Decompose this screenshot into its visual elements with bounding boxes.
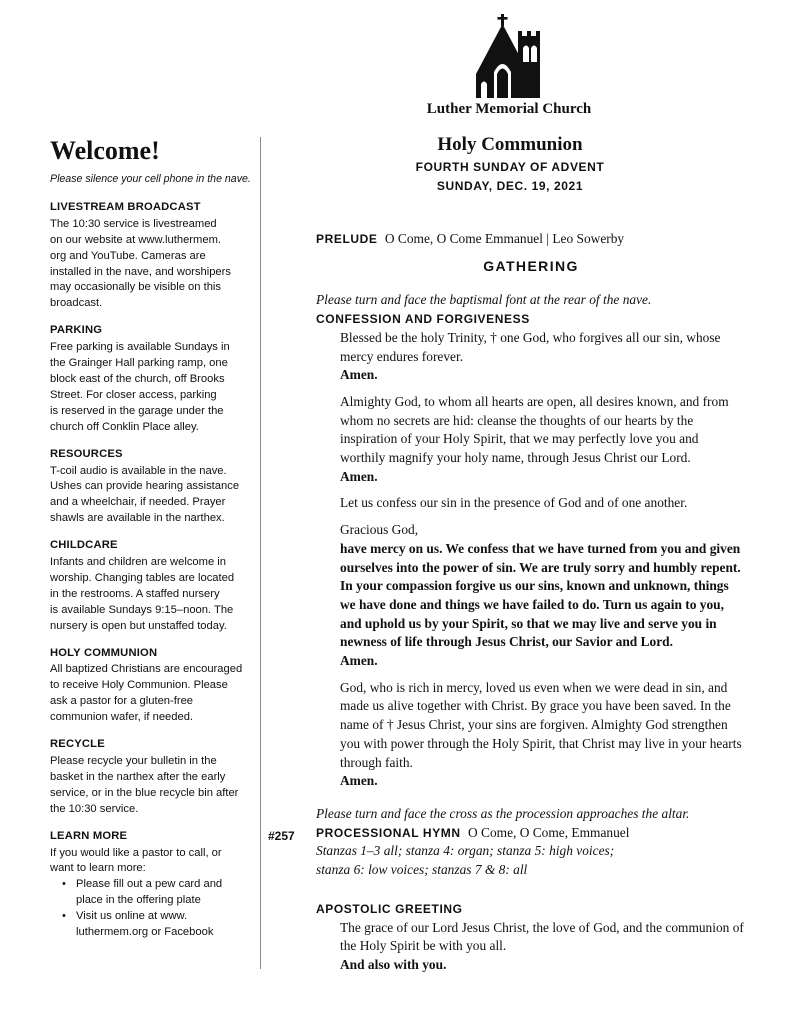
rubric-cross: Please turn and face the cross as the procession approaches the altar. — [316, 805, 690, 821]
service-order — [316, 230, 746, 975]
greeting-text: The grace of our Lord Jesus Christ, the love of God, and the communion of the Holy Spirit be with you all. — [340, 919, 744, 954]
section-body: The 10:30 service is livestreamed on our website at www.luthermem. org and YouTube. Cameras are installed in the nave, and worshipers may occasionally be visible on this broadcast. — [50, 217, 231, 310]
amen-response: Amen. — [340, 367, 378, 383]
hymn-number: #257 — [268, 829, 295, 843]
section-title: RECYCLE — [50, 738, 105, 751]
hymn-stanzas: stanza 6: low voices; stanzas 7 & 8: all — [316, 862, 528, 878]
section-body: Infants and children are welcome in worship. Changing tables are located in the restrooms. A staffed nursery is available Sundays 9:15–noon. The nursery is open but unstaffed today. — [50, 556, 235, 632]
list-item: • Visit us online at www. luthermem.org or Facebook — [62, 909, 255, 941]
hymn-label: PROCESSIONAL HYMN — [316, 825, 461, 840]
prayer-text: Almighty God, to whom all hearts are open, all desires known, and from whom no secrets are hid: cleanse the thoughts of our hearts by the inspiration of your Holy Spirit, that we may perfectly love you and worthily magnify your holy name, through Jesus Christ our Lord. — [340, 393, 729, 466]
prelude-label: PRELUDE — [316, 232, 378, 246]
section-body: Free parking is available Sundays in the Grainger Hall parking ramp, one block east of the church, off Brooks Street. For closer access, parking is reserved in the garage under the church off Conklin Place alley. — [50, 341, 230, 433]
section-body: Please recycle your bulletin in the basket in the narthex after the early service, or in the blue recycle bin after the 10:30 service. — [50, 755, 239, 815]
section-title: LEARN MORE — [50, 829, 128, 842]
prelude-text: O Come, O Come Emmanuel | Leo Sowerby — [384, 231, 625, 246]
rubric-font: Please turn and face the baptismal font at the rear of the nave. — [316, 292, 652, 308]
learn-more-list — [50, 877, 255, 941]
occasion-subtitle: FOURTH SUNDAY OF ADVENT — [415, 160, 605, 174]
prelude — [316, 230, 746, 249]
page-title: Holy Communion — [437, 134, 583, 155]
amen-response: Amen. — [340, 468, 378, 484]
confession-text: have mercy on us. We confess that we have turned from you and given ourselves into the power of sin. We are truly sorry and humbly repent. In your compassion forgive us our sins, known and unknown, things we have done and things we have failed to do. Turn us again to you, and uphold us by your Spirit, so that we may live and serve you in newness of life through Jesus Christ, our Savior and Lord. — [340, 540, 741, 650]
section-title: LIVESTREAM BROADCAST — [50, 200, 201, 213]
church-logo — [472, 14, 542, 98]
section-learn-more — [50, 829, 255, 941]
list-item: • Please fill out a pew card and place in the offering plate — [62, 877, 255, 909]
absolution-text: God, who is rich in mercy, loved us even when we were dead in sin, and made us alive together with Christ. By grace you have been saved. In the name of † Jesus Christ, your sins are forgiven. Almighty God strengthen you with power through the Holy Spirit, that Christ may live in your hearts through faith. — [340, 679, 742, 770]
column-divider — [260, 137, 261, 969]
section-livestream — [50, 200, 255, 312]
welcome-title: Welcome! — [50, 136, 160, 165]
section-body: All baptized Christians are encouraged to receive Holy Communion. Please ask a pastor for a gluten-free communion wafer, if needed. — [50, 663, 243, 724]
section-parking — [50, 323, 255, 435]
section-recycle — [50, 737, 255, 818]
section-title: RESOURCES — [50, 447, 123, 460]
blessing-text: Blessed be the holy Trinity, † one God, who forgives all our sin, whose mercy endures forever. — [340, 329, 721, 364]
silence-note: Please silence your cell phone in the nave. — [50, 173, 251, 185]
church-name: Luther Memorial Church — [426, 101, 592, 117]
amen-response: Amen. — [340, 773, 378, 789]
section-childcare — [50, 538, 255, 634]
section-title: CHILDCARE — [50, 539, 118, 552]
section-resources — [50, 447, 255, 528]
hymn-title: O Come, O Come, Emmanuel — [468, 824, 630, 840]
section-holy-communion — [50, 646, 255, 727]
greeting-label: APOSTOLIC GREETING — [316, 901, 463, 916]
section-title: HOLY COMMUNION — [50, 646, 158, 659]
gathering-heading: GATHERING — [483, 257, 579, 274]
section-body: If you would like a pastor to call, or want to learn more: — [50, 846, 222, 875]
confession-intro: Gracious God, — [340, 522, 419, 538]
service-date: SUNDAY, DEC. 19, 2021 — [436, 179, 584, 193]
processional-hymn — [316, 824, 746, 843]
invitation-text: Let us confess our sin in the presence of God and of one another. — [340, 495, 688, 511]
section-title: PARKING — [50, 324, 103, 337]
confession-label: CONFESSION AND FORGIVENESS — [316, 312, 530, 327]
welcome-sidebar — [50, 136, 255, 941]
hymn-stanzas: Stanzas 1–3 all; stanza 4: organ; stanza 5: high voices; — [316, 843, 615, 859]
greeting-response: And also with you. — [340, 956, 447, 972]
amen-response: Amen. — [340, 653, 378, 669]
section-body: T-coil audio is available in the nave. Ushes can provide hearing assistance and a wheelchair, if needed. Prayer shawls are available in the narthex. — [50, 464, 240, 525]
